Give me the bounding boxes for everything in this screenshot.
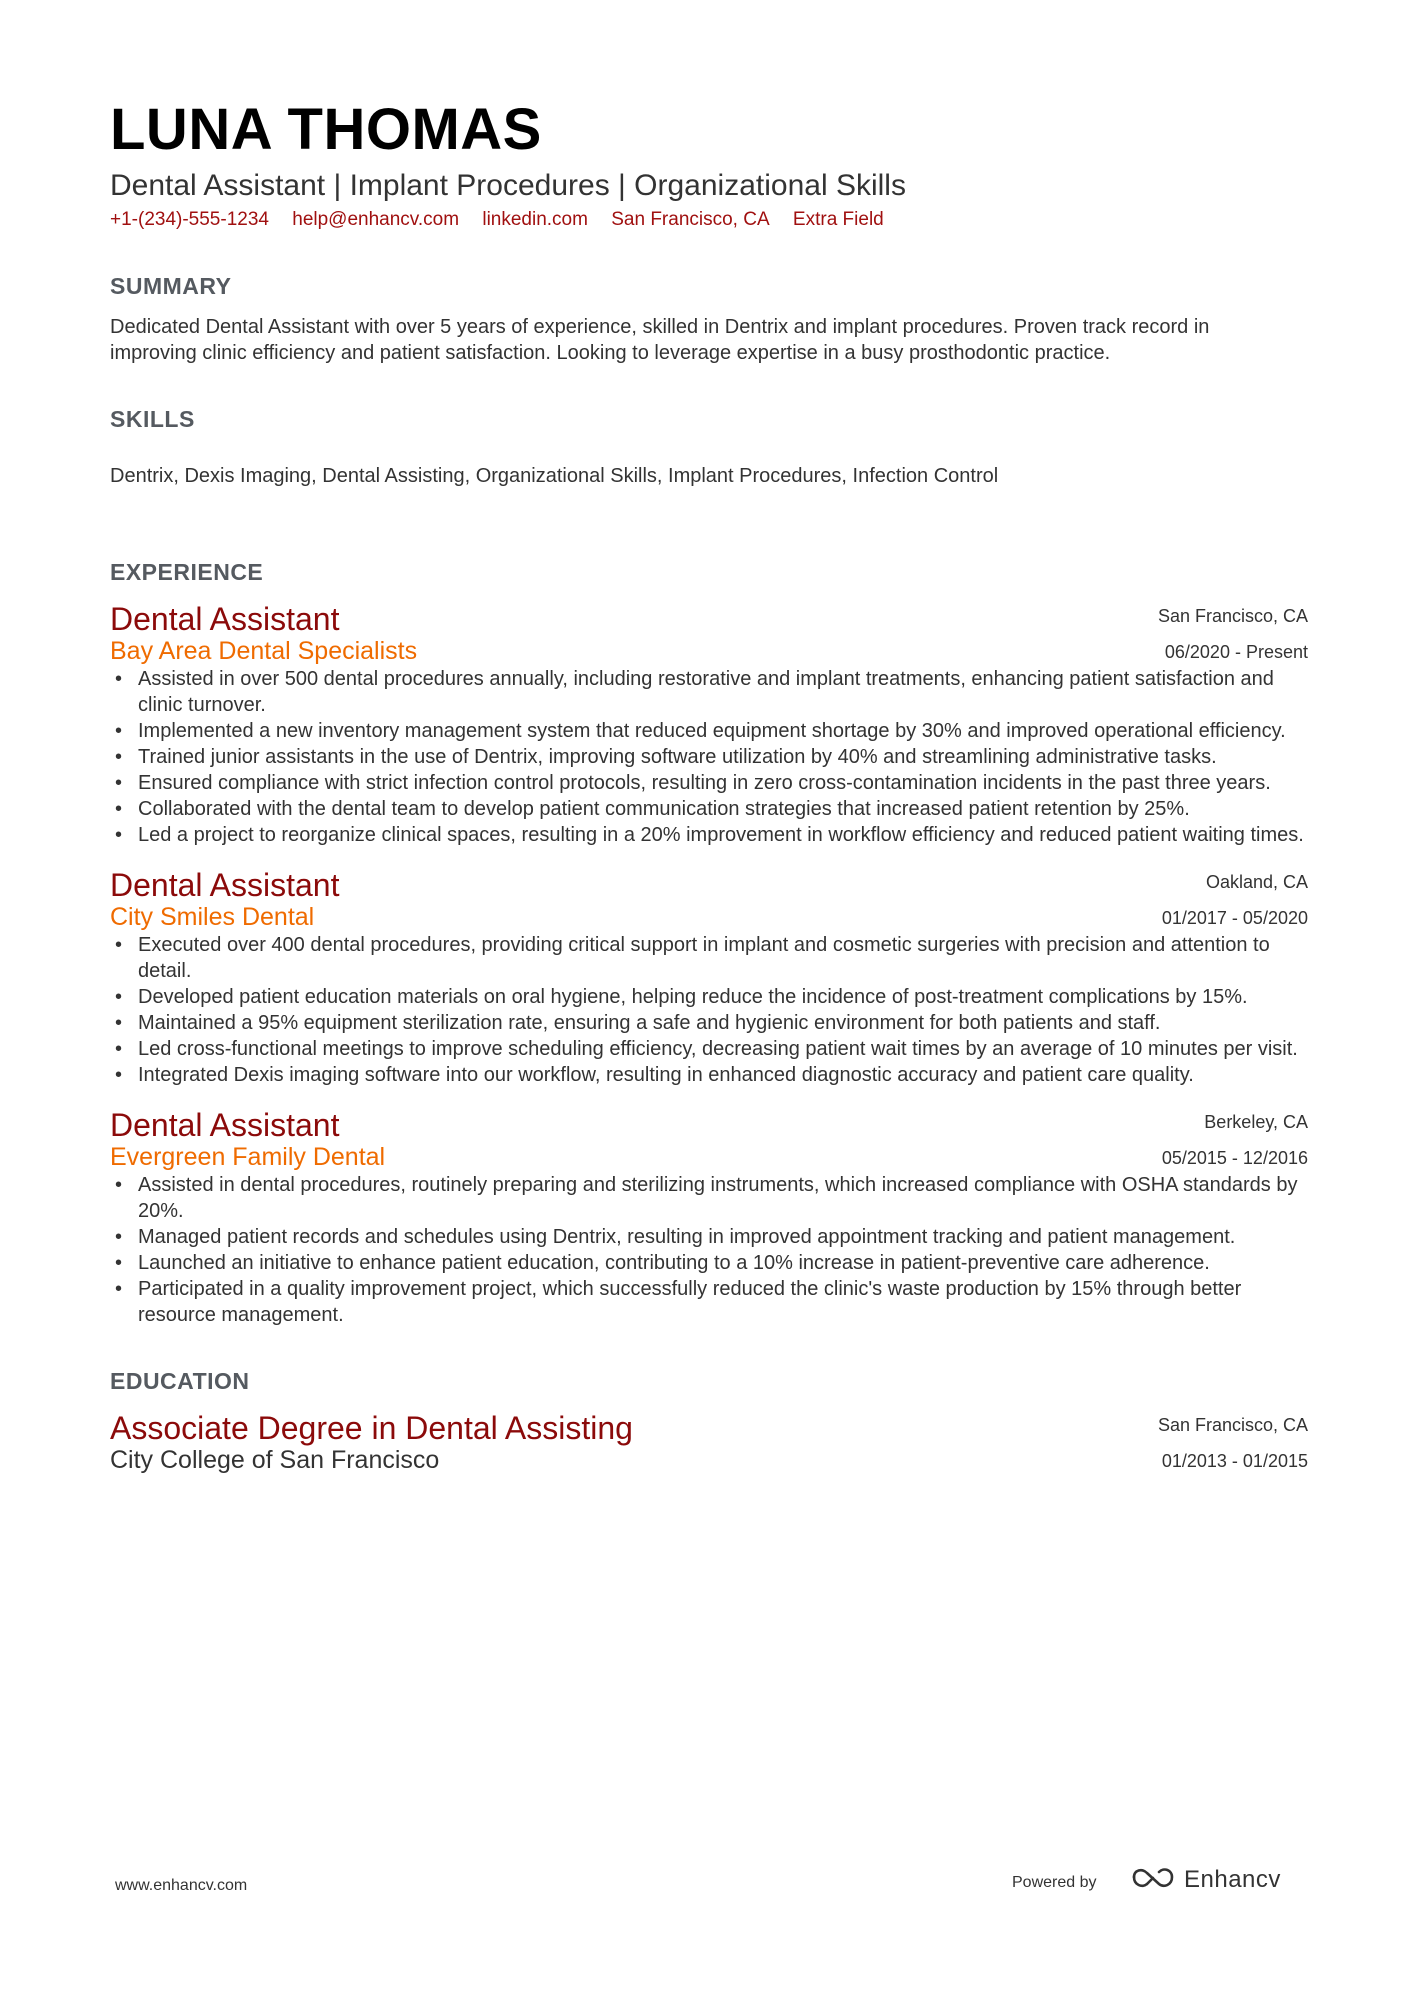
job-bullet: • Maintained a 95% equipment sterilization rate, ensuring a safe and hygienic environment for both patients and staff. [110, 1010, 1308, 1036]
job-bullet: • Integrated Dexis imaging software into our workflow, resulting in enhanced diagnostic accuracy and patient care quality. [110, 1062, 1308, 1088]
experience-entry [110, 1106, 1308, 1328]
job-bullet: • Developed patient education materials on oral hygiene, helping reduce the incidence of post-treatment complications by 15%. [110, 984, 1308, 1010]
candidate-name: LUNA THOMAS [110, 97, 542, 162]
footer-powered-by: Powered by [1012, 1874, 1097, 1891]
enhancv-brand-text: Enhancv [1184, 1865, 1281, 1893]
contact-email[interactable]: help@enhancv.com [292, 209, 460, 230]
job-bullet: • Led a project to reorganize clinical spaces, resulting in a 20% improvement in workflow efficiency and reduced patient waiting times. [110, 822, 1308, 848]
company-name: Evergreen Family Dental [110, 1143, 386, 1171]
job-bullet: • Collaborated with the dental team to develop patient communication strategies that increased patient retention by 25%. [110, 796, 1308, 822]
job-location: San Francisco, CA [1157, 606, 1308, 626]
job-bullet: • Ensured compliance with strict infection control protocols, resulting in zero cross-contamination incidents in the past three years. [110, 770, 1308, 796]
job-bullets [110, 1172, 1308, 1328]
education-entry [110, 1409, 1308, 1475]
job-bullet: • Trained junior assistants in the use of Dentrix, improving software utilization by 40% and streamlining administrative tasks. [110, 744, 1308, 770]
job-bullets [110, 666, 1308, 848]
experience-heading: EXPERIENCE [110, 559, 264, 585]
job-bullet: • Led cross-functional meetings to improve scheduling efficiency, decreasing patient wait times by an average of 10 minutes per visit. [110, 1036, 1308, 1062]
job-bullet: • Implemented a new inventory management system that reduced equipment shortage by 30% and improved operational efficiency. [110, 718, 1308, 744]
company-name: Bay Area Dental Specialists [110, 637, 418, 665]
contact-line [110, 207, 1310, 233]
job-location: Oakland, CA [1205, 872, 1308, 892]
job-bullet: • Launched an initiative to enhance patient education, contributing to a 10% increase in patient-preventive care adherence. [110, 1250, 1308, 1276]
job-bullet: • Assisted in dental procedures, routinely preparing and sterilizing instruments, which increased compliance with OSHA standards by 20%. [110, 1172, 1308, 1224]
degree-title: Associate Degree in Dental Assisting [110, 1410, 633, 1446]
education-location: San Francisco, CA [1157, 1415, 1308, 1435]
school-name: City College of San Francisco [110, 1446, 440, 1474]
resume-page [110, 95, 1310, 1475]
footer-website[interactable]: www.enhancv.com [115, 1877, 248, 1894]
job-title: Dental Assistant [110, 1107, 340, 1143]
candidate-headline: Dental Assistant | Implant Procedures | Organizational Skills [110, 169, 906, 202]
company-name: City Smiles Dental [110, 903, 315, 931]
skills-heading: SKILLS [110, 406, 195, 432]
education-dates: 01/2013 - 01/2015 [1161, 1451, 1308, 1471]
job-title: Dental Assistant [110, 601, 340, 637]
job-dates: 01/2017 - 05/2020 [1161, 908, 1308, 928]
summary-text: Dedicated Dental Assistant with over 5 years of experience, skilled in Dentrix and implant procedures. Proven track record in improving clinic efficiency and patient satisfaction. Looking to leverage expertise in a busy prosthodontic practice. [110, 316, 1210, 364]
contact-extra-field: Extra Field [792, 209, 884, 230]
job-dates: 06/2020 - Present [1164, 642, 1308, 662]
experience-entry [110, 600, 1308, 848]
contact-linkedin[interactable]: linkedin.com [482, 209, 588, 230]
education-heading: EDUCATION [110, 1368, 250, 1394]
job-bullets [110, 932, 1308, 1088]
job-bullet: • Executed over 400 dental procedures, providing critical support in implant and cosmetic surgeries with precision and attention to detail. [110, 932, 1308, 984]
enhancv-logo[interactable] [1130, 1864, 1281, 1895]
job-title: Dental Assistant [110, 867, 340, 903]
skills-list: Dentrix, Dexis Imaging, Dental Assisting, Organizational Skills, Implant Procedures, Infection Control [110, 465, 999, 487]
job-bullet: • Participated in a quality improvement project, which successfully reduced the clinic's waste production by 15% through better resource management. [110, 1276, 1308, 1328]
contact-phone[interactable]: +1-(234)-555-1234 [110, 209, 269, 230]
summary-heading: SUMMARY [110, 273, 232, 299]
enhancv-logo-icon [1130, 1864, 1176, 1895]
job-bullet: • Managed patient records and schedules using Dentrix, resulting in improved appointment tracking and patient management. [110, 1224, 1308, 1250]
contact-location: San Francisco, CA [611, 209, 770, 230]
job-dates: 05/2015 - 12/2016 [1161, 1148, 1308, 1168]
job-location: Berkeley, CA [1204, 1112, 1308, 1132]
job-bullet: • Assisted in over 500 dental procedures annually, including restorative and implant treatments, enhancing patient satisfaction and clinic turnover. [110, 666, 1308, 718]
experience-entry [110, 866, 1308, 1088]
